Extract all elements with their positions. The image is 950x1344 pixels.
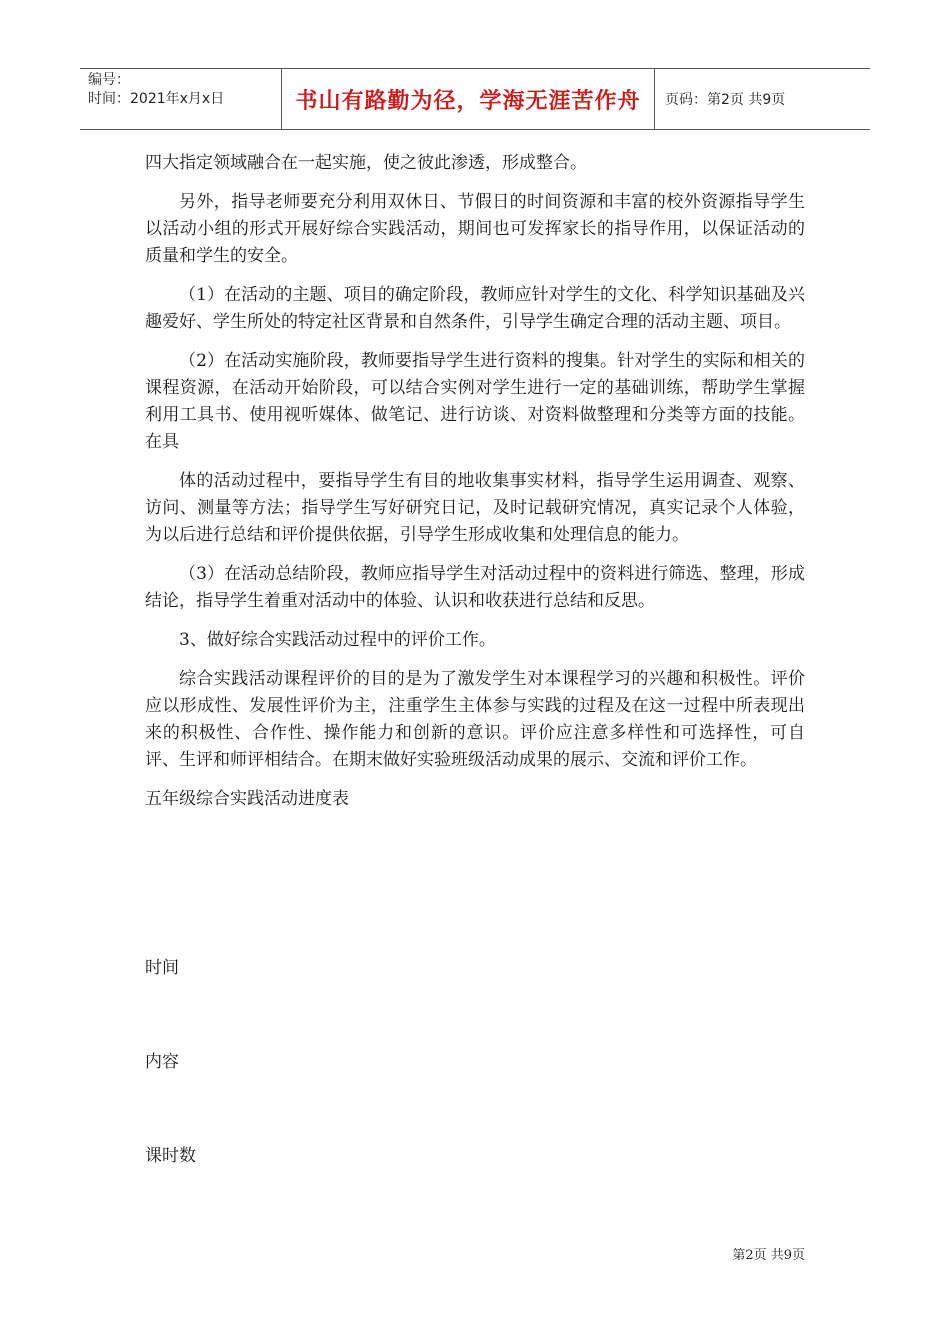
document-date-label: 时间：2021年x月x日 <box>88 91 225 107</box>
paragraph: 体的活动过程中，要指导学生有目的地收集事实材料，指导学生运用调查、观察、访问、测量等方法；指导学生写好研究日记，及时记载研究情况，真实记录个人体验，为以后进行总结和评价提供依据，引导学生形成收集和处理信息的能力。 <box>145 471 805 545</box>
paragraph: （3）在活动总结阶段，教师应指导学生对活动过程中的资料进行筛选、整理，形成结论，指导学生着重对活动中的体验、认识和收获进行总结和反思。 <box>145 564 805 611</box>
header-meta <box>80 69 282 129</box>
header-motto: 书山有路勤为径，学海无涯苦作舟 <box>282 69 655 129</box>
paragraph: （2）在活动实施阶段，教师要指导学生进行资料的搜集。针对学生的实际和相关的课程资源，在活动开始阶段，可以结合实例对学生进行一定的基础训练，帮助学生掌握利用工具书、使用视听媒体、做笔记、进行访谈、对资料做整理和分类等方面的技能。在具 <box>145 351 805 452</box>
table-header-time: 时间 <box>145 958 179 978</box>
document-number-label: 编号： <box>88 72 130 88</box>
paragraph: 综合实践活动课程评价的目的是为了激发学生对本课程学习的兴趣和积极性。评价应以形成性、发展性评价为主，注重学生主体参与实践的过程及在这一过程中所表现出来的积极性、合作性、操作能力和创新的意识。评价应注意多样性和可选择性，可自评、生评和师评相结合。在期末做好实验班级活动成果的展示、交流和评价工作。 <box>145 669 805 770</box>
page-footer: 第2页 共9页 <box>732 1248 805 1263</box>
page-header <box>80 68 870 130</box>
header-page-code: 页码：第2页 共9页 <box>665 92 786 108</box>
paragraph: （1）在活动的主题、项目的确定阶段，教师应针对学生的文化、科学知识基础及兴 趣爱好、学生所处的特定社区背景和自然条件，引导学生确定合理的活动主题、项目。 <box>145 285 805 332</box>
table-header-content: 内容 <box>145 1052 179 1072</box>
section-heading: 3、做好综合实践活动过程中的评价工作。 <box>179 630 496 650</box>
document-body <box>145 150 805 825</box>
table-title: 五年级综合实践活动进度表 <box>145 789 349 809</box>
paragraph: 四大指定领域融合在一起实施，使之彼此渗透，形成整合。 <box>145 153 587 173</box>
table-header-hours: 课时数 <box>145 1146 196 1166</box>
paragraph: 另外，指导老师要充分利用双休日、节假日的时间资源和丰富的校外资源指导学生以活动小组的形式开展好综合实践活动，期间也可发挥家长的指导作用，以保证活动的质量和学生的安全。 <box>145 192 805 266</box>
